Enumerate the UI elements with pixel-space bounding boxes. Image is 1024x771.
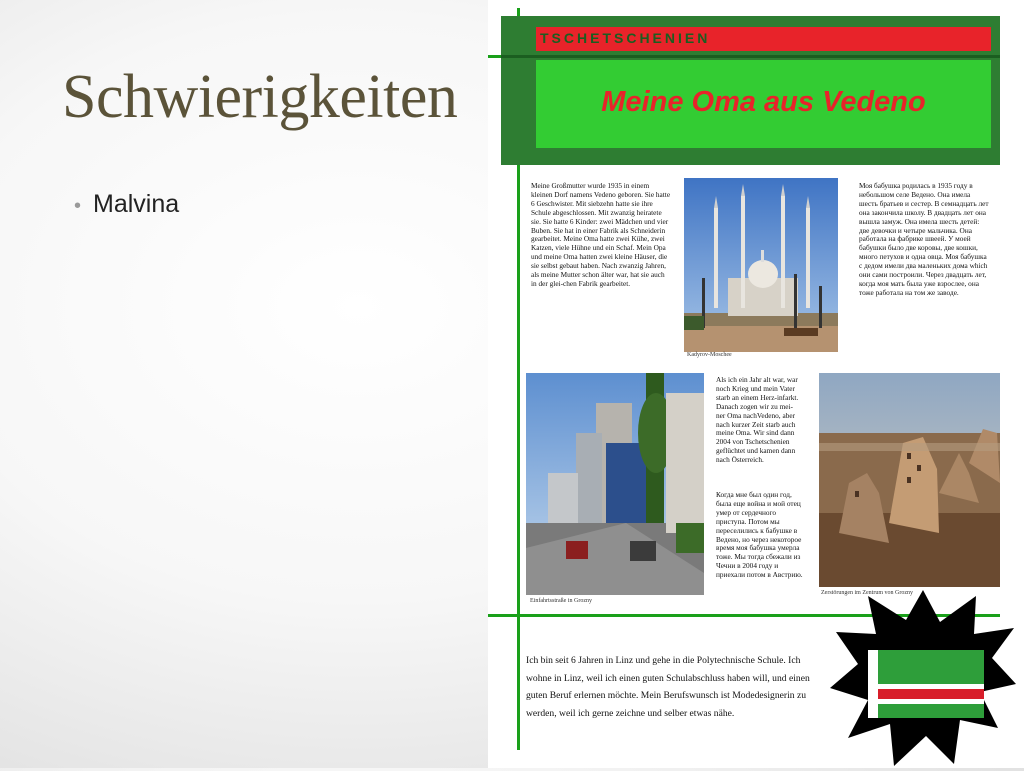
street-photo [526, 373, 704, 595]
poster-headline: Meine Oma aus Vedeno [601, 86, 926, 118]
russian-intro-text: Моя бабушка родилась в 1935 году в небольшом селе Ведено. Она имела шесть братьев и сестер. В семнадцать лет она закончила школу. В двадцать лет она вышла замуж. Она имела шесть детей: две девочки и четыре мальчика. Она работала на фабрике швеей. У моей бабушки было две коровы, две кошки, много петухов и одна овца. Моя бабушка с дедом имели два маленьких дома which они сами построили. Через двадцать лет, когда моя мать была уже взрослее, она тоже работала на том же заводе. [859, 181, 989, 297]
mosque-caption: Kadyrov-Moschee [687, 352, 732, 358]
russian-story-text: Когда мне был один год, была еще война и мой отец умер от сердечного приступа. Потом мы переселились к бабушке в Ведено, но через некоторое время моя бабушка умерла тоже. Мы тогда сбежали из Чечни в 2004 году и приехали потом в Австрию. [716, 490, 803, 580]
headline-box [536, 60, 991, 148]
bullet-dot-icon: • [74, 195, 82, 217]
closing-text: Ich bin seit 6 Jahren in Linz und gehe in die Polytechnische Schule. Ich wohne in Linz, weil ich einen guten Schulabschluss haben will, und einen guten Beruf erlernen möchte. Mein Berufswunsch ist Modedesignerin zu werden, weil ich gerne zeichne und selber etwas nähe. [526, 655, 810, 719]
ruins-caption: Zerstörungen im Zentrum von Grozny [821, 590, 913, 596]
german-story-text: Als ich ein Jahr alt war, war noch Krieg und mein Vater starb an einem Herz-infarkt. Danach zogen wir zu mei-ner Oma nachVedeno, aber nach kurzer Zeit starb auch meine Oma. Wir sind dann 2004 von Tschetschenien geflüchtet und kamen dann nach Österreich. [716, 375, 799, 465]
bullet-item [74, 190, 179, 219]
bullet-text: Malvina [93, 190, 180, 218]
poster-header-rule [501, 55, 1000, 58]
ruins-photo [819, 373, 1000, 587]
country-label: TSCHETSCHENIEN [540, 30, 711, 46]
chechen-flag-emblem [828, 588, 1018, 766]
country-banner [536, 27, 991, 51]
street-caption: Einfahrtsstraße in Grozny [530, 598, 592, 604]
slide-title: Schwierigkeiten [62, 63, 458, 131]
german-intro-text: Meine Großmutter wurde 1935 in einem kleinen Dorf namens Vedeno geboren. Sie hatte 6 Geschwister. Mit siebzehn hatte sie ihre Schule abgeschlossen. Mit zwanzig heiratete sie. Sie hatte 6 Kinder: zwei Mädchen und vier Buben. Sie hat in einer Fabrik als Schneiderin gearbeitet. Meine Oma hatte zwei Kühe, zwei Katzen, viele Hühne und ein Schaf. Mein Opa und meine Oma hatten zwei kleine Häuser, die sie selbst gebaut haben. Nach zwanzig Jahren, als meine Mutter schon älter war, hat sie auch in der glei-chen Fabrik gearbeitet. [531, 181, 671, 288]
mosque-photo [684, 178, 838, 352]
